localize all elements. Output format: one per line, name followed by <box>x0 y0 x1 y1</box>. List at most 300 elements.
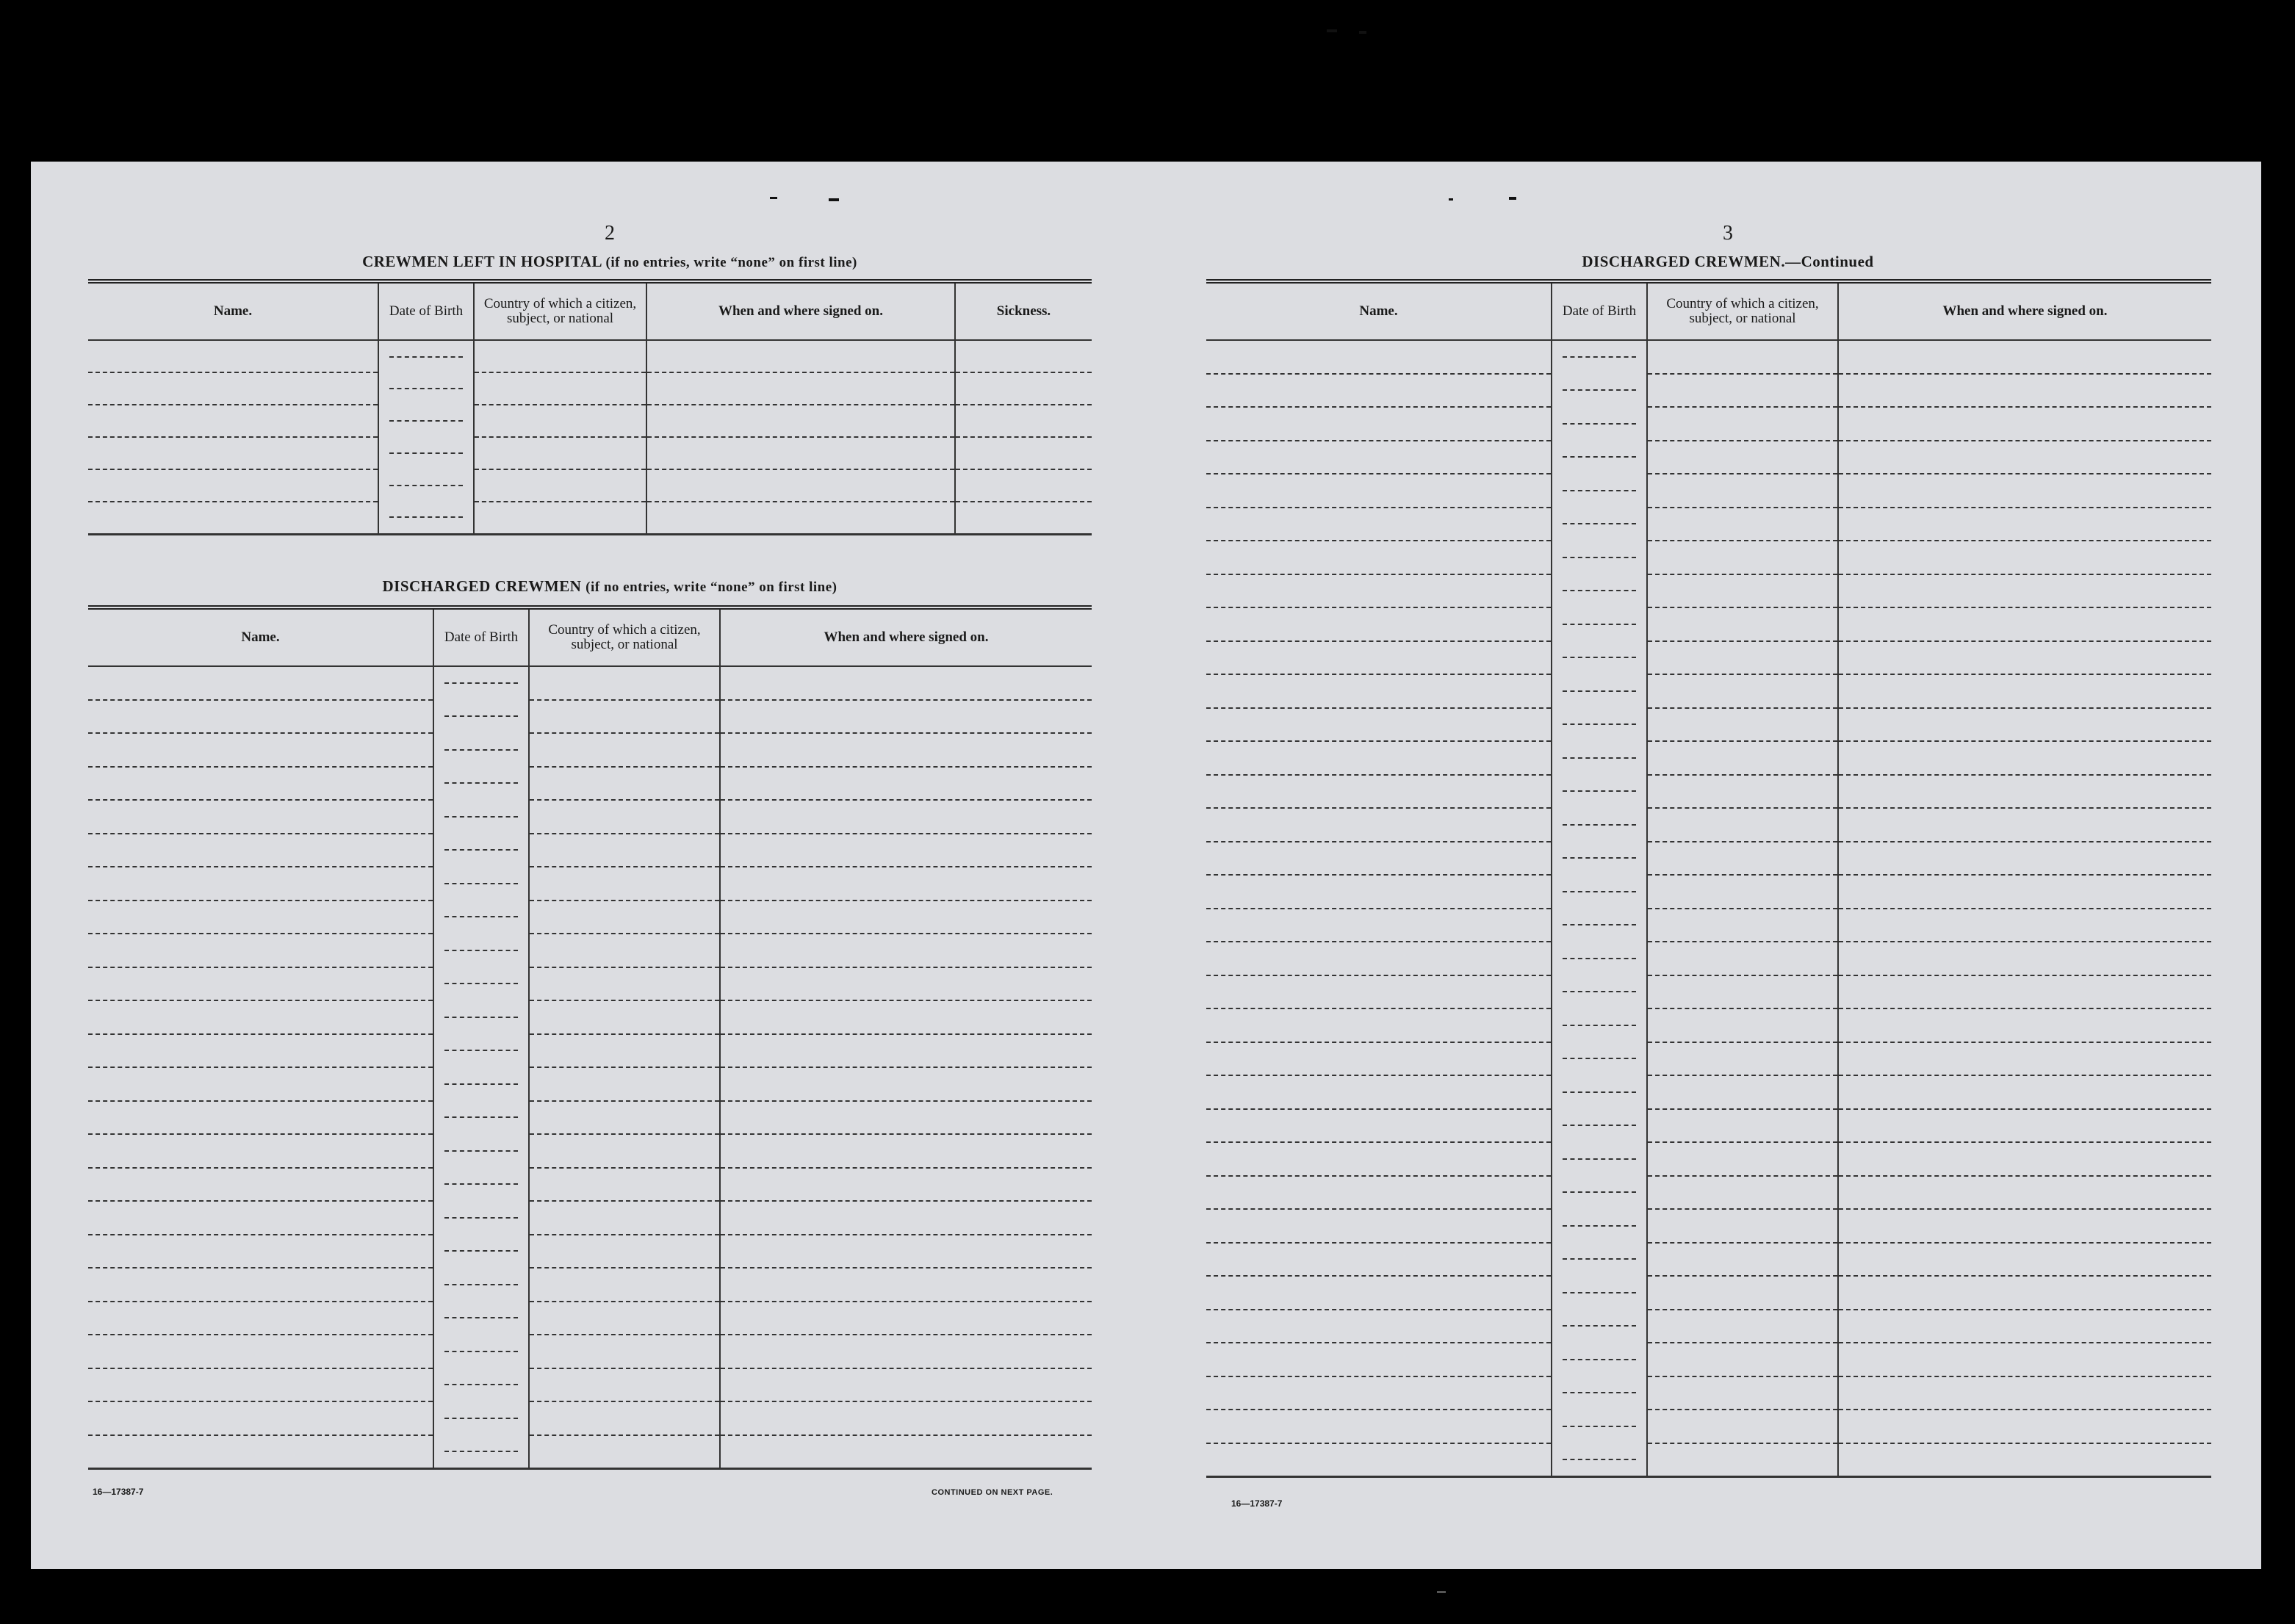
blank-entry-cell <box>1647 942 1838 975</box>
blank-entry-cell <box>529 867 720 901</box>
blank-entry-cell <box>433 1168 529 1202</box>
blank-entry-row <box>88 700 1092 734</box>
dob-entry-line <box>1563 1325 1636 1327</box>
blank-entry-cell <box>433 1268 529 1302</box>
blank-entry-cell <box>1838 607 2211 641</box>
blank-entry-row <box>88 1067 1092 1101</box>
dob-entry-line <box>1563 490 1636 491</box>
blank-entry-row <box>88 666 1092 700</box>
blank-entry-cell <box>88 1368 433 1402</box>
dob-entry-line <box>444 950 518 951</box>
blank-entry-cell <box>1206 1343 1552 1376</box>
blank-entry-cell <box>88 733 433 767</box>
blank-entry-cell <box>88 867 433 901</box>
blank-entry-cell <box>529 1067 720 1101</box>
blank-entry-cell <box>955 437 1092 469</box>
blank-entry-row <box>1206 641 2211 675</box>
blank-entry-cell <box>1647 1310 1838 1343</box>
dob-entry-line <box>444 1384 518 1385</box>
col-name-header: Name. <box>1206 281 1552 340</box>
blank-entry-row <box>1206 441 2211 474</box>
blank-entry-row <box>88 1302 1092 1335</box>
scan-speck <box>829 198 839 201</box>
dob-entry-line <box>1563 924 1636 925</box>
blank-entry-cell <box>433 767 529 801</box>
blank-entry-cell <box>529 1368 720 1402</box>
blank-entry-cell <box>1647 641 1838 675</box>
blank-entry-row <box>1206 1142 2211 1176</box>
dob-entry-line <box>444 1083 518 1085</box>
dob-entry-line <box>389 516 463 518</box>
hospital-instruction: (if no entries, write “none” on first line) <box>605 255 857 270</box>
blank-entry-cell <box>1838 1410 2211 1443</box>
blank-entry-cell <box>433 967 529 1001</box>
blank-entry-cell <box>433 1201 529 1235</box>
blank-entry-cell <box>1647 1243 1838 1277</box>
blank-entry-cell <box>720 1134 1092 1168</box>
blank-entry-cell <box>646 502 955 534</box>
dob-entry-line <box>1563 1359 1636 1360</box>
blank-entry-cell <box>1206 1310 1552 1343</box>
blank-entry-cell <box>1206 674 1552 708</box>
blank-entry-cell <box>529 800 720 834</box>
col-name-header: Name. <box>88 607 433 666</box>
blank-entry-cell <box>646 437 955 469</box>
blank-entry-row <box>1206 1042 2211 1076</box>
blank-entry-cell <box>720 767 1092 801</box>
blank-entry-cell <box>88 1335 433 1368</box>
blank-entry-cell <box>378 469 474 502</box>
blank-entry-cell <box>529 1235 720 1268</box>
scanned-document <box>31 162 2261 1569</box>
blank-entry-cell <box>720 1368 1092 1402</box>
dob-entry-line <box>444 1050 518 1051</box>
hospital-title-text: CREWMEN LEFT IN HOSPITAL <box>362 253 602 270</box>
dob-entry-line <box>1563 1292 1636 1293</box>
blank-entry-cell <box>1647 1410 1838 1443</box>
blank-entry-cell <box>1838 1310 2211 1343</box>
blank-entry-cell <box>529 1268 720 1302</box>
blank-entry-cell <box>529 1302 720 1335</box>
dob-entry-line <box>444 1351 518 1352</box>
blank-entry-cell <box>1647 1075 1838 1109</box>
blank-entry-cell <box>1647 340 1838 374</box>
blank-entry-row <box>88 502 1092 534</box>
blank-entry-cell <box>1647 474 1838 508</box>
blank-entry-row <box>88 1335 1092 1368</box>
blank-entry-cell <box>529 1168 720 1202</box>
blank-entry-cell <box>1647 1042 1838 1076</box>
blank-entry-cell <box>1647 909 1838 942</box>
blank-entry-cell <box>1647 875 1838 909</box>
blank-entry-cell <box>1206 1243 1552 1277</box>
blank-entry-cell <box>1647 775 1838 809</box>
dob-entry-line <box>444 1150 518 1152</box>
col-country-header: Country of which a citizen, subject, or national <box>1647 281 1838 340</box>
blank-entry-cell <box>1552 1443 1647 1477</box>
blank-entry-row <box>1206 374 2211 408</box>
discharged-title-text: DISCHARGED CREWMEN <box>382 577 582 595</box>
blank-entry-cell <box>1838 508 2211 541</box>
scan-speck <box>1359 31 1366 34</box>
blank-entry-cell <box>1552 1243 1647 1277</box>
blank-entry-row <box>88 437 1092 469</box>
blank-entry-row <box>1206 340 2211 374</box>
blank-entry-cell <box>1647 842 1838 876</box>
dob-entry-line <box>1563 1125 1636 1126</box>
blank-entry-cell <box>88 1134 433 1168</box>
blank-entry-cell <box>529 1034 720 1068</box>
blank-entry-cell <box>88 700 433 734</box>
dob-entry-line <box>444 682 518 684</box>
blank-entry-cell <box>1647 708 1838 742</box>
hospital-table <box>88 279 1092 535</box>
blank-entry-row <box>88 1168 1092 1202</box>
blank-entry-cell <box>88 340 378 372</box>
blank-entry-cell <box>720 1401 1092 1435</box>
dob-entry-line <box>444 1451 518 1452</box>
blank-entry-cell <box>1552 541 1647 574</box>
blank-entry-cell <box>955 372 1092 405</box>
blank-entry-cell <box>1647 1343 1838 1376</box>
blank-entry-row <box>1206 541 2211 574</box>
blank-entry-cell <box>1206 1142 1552 1176</box>
blank-entry-cell <box>1552 1209 1647 1243</box>
blank-entry-cell <box>378 405 474 437</box>
blank-entry-cell <box>1206 1276 1552 1310</box>
blank-entry-cell <box>1647 1209 1838 1243</box>
blank-entry-cell <box>1552 607 1647 641</box>
blank-entry-row <box>88 1101 1092 1135</box>
blank-entry-cell <box>1838 942 2211 975</box>
blank-entry-cell <box>1552 441 1647 474</box>
form-code: 16—17387-7 <box>1231 1498 1283 1509</box>
blank-entry-cell <box>1206 775 1552 809</box>
blank-entry-cell <box>529 1134 720 1168</box>
blank-entry-cell <box>433 800 529 834</box>
col-country-header: Country of which a citizen, subject, or national <box>474 281 646 340</box>
scan-speck <box>770 197 777 199</box>
dob-entry-line <box>444 916 518 917</box>
blank-entry-cell <box>1206 1008 1552 1042</box>
blank-entry-cell <box>1206 708 1552 742</box>
blank-entry-row <box>1206 474 2211 508</box>
blank-entry-cell <box>1552 674 1647 708</box>
blank-entry-row <box>88 1435 1092 1469</box>
blank-entry-row <box>1206 842 2211 876</box>
dob-entry-line <box>444 1183 518 1185</box>
blank-entry-cell <box>433 1235 529 1268</box>
blank-entry-cell <box>529 700 720 734</box>
blank-entry-cell <box>88 1101 433 1135</box>
discharged-instruction: (if no entries, write “none” on first line) <box>586 580 837 595</box>
blank-entry-cell <box>433 834 529 867</box>
dob-entry-line <box>1563 657 1636 658</box>
dob-entry-line <box>444 816 518 818</box>
blank-entry-cell <box>1838 1042 2211 1076</box>
blank-entry-cell <box>1552 875 1647 909</box>
dob-entry-line <box>1563 790 1636 792</box>
blank-entry-row <box>88 934 1092 967</box>
blank-entry-cell <box>1838 407 2211 441</box>
dob-entry-line <box>389 485 463 486</box>
blank-entry-cell <box>955 469 1092 502</box>
dob-entry-line <box>1563 723 1636 725</box>
scan-speck <box>1449 198 1453 201</box>
dob-entry-line <box>1563 1058 1636 1059</box>
blank-entry-cell <box>1838 1376 2211 1410</box>
blank-entry-row <box>88 469 1092 502</box>
dob-entry-line <box>444 1217 518 1219</box>
page-3 <box>1206 162 2249 1569</box>
blank-entry-cell <box>433 1000 529 1034</box>
blank-entry-cell <box>474 340 646 372</box>
blank-entry-cell <box>433 867 529 901</box>
blank-entry-row <box>88 1134 1092 1168</box>
blank-entry-cell <box>720 1335 1092 1368</box>
blank-entry-cell <box>529 901 720 934</box>
blank-entry-cell <box>433 733 529 767</box>
blank-entry-cell <box>1647 607 1838 641</box>
blank-entry-cell <box>1838 741 2211 775</box>
blank-entry-row <box>1206 1443 2211 1477</box>
blank-entry-cell <box>955 340 1092 372</box>
blank-entry-cell <box>1206 1176 1552 1210</box>
scan-speck <box>1509 197 1516 200</box>
blank-entry-row <box>1206 808 2211 842</box>
blank-entry-cell <box>1206 374 1552 408</box>
dob-entry-line <box>1563 456 1636 458</box>
blank-entry-cell <box>1206 441 1552 474</box>
dob-entry-line <box>1563 423 1636 425</box>
blank-entry-cell <box>88 767 433 801</box>
blank-entry-cell <box>88 1000 433 1034</box>
blank-entry-row <box>1206 1176 2211 1210</box>
blank-entry-cell <box>433 1101 529 1135</box>
blank-entry-cell <box>474 469 646 502</box>
blank-entry-row <box>88 967 1092 1001</box>
blank-entry-cell <box>1552 975 1647 1009</box>
blank-entry-cell <box>433 666 529 700</box>
blank-entry-cell <box>1206 574 1552 608</box>
blank-entry-cell <box>720 901 1092 934</box>
blank-entry-cell <box>529 1401 720 1435</box>
blank-entry-cell <box>88 1435 433 1469</box>
blank-entry-cell <box>88 437 378 469</box>
blank-entry-cell <box>1206 1443 1552 1477</box>
blank-entry-row <box>1206 1209 2211 1243</box>
blank-entry-row <box>1206 1075 2211 1109</box>
blank-entry-cell <box>955 502 1092 534</box>
blank-entry-cell <box>720 867 1092 901</box>
dob-entry-line <box>444 1250 518 1252</box>
page-2 <box>88 162 1131 1569</box>
blank-entry-cell <box>88 1268 433 1302</box>
blank-entry-cell <box>1647 1176 1838 1210</box>
blank-entry-cell <box>646 340 955 372</box>
blank-entry-row <box>88 767 1092 801</box>
blank-entry-cell <box>1552 842 1647 876</box>
page-number: 3 <box>1723 222 1733 245</box>
blank-entry-cell <box>88 372 378 405</box>
blank-entry-cell <box>1838 541 2211 574</box>
blank-entry-cell <box>1838 641 2211 675</box>
blank-entry-cell <box>1647 741 1838 775</box>
blank-entry-cell <box>433 1302 529 1335</box>
blank-entry-cell <box>720 1435 1092 1469</box>
blank-entry-cell <box>1838 775 2211 809</box>
dob-entry-line <box>1563 624 1636 625</box>
dob-entry-line <box>1563 1459 1636 1460</box>
col-signed-on-header: When and where signed on. <box>646 281 955 340</box>
dob-entry-line <box>1563 523 1636 524</box>
blank-entry-cell <box>1552 1343 1647 1376</box>
blank-entry-cell <box>1552 1376 1647 1410</box>
blank-entry-cell <box>88 800 433 834</box>
blank-entry-cell <box>1552 1042 1647 1076</box>
blank-entry-cell <box>1206 607 1552 641</box>
blank-entry-cell <box>433 1335 529 1368</box>
dob-entry-line <box>1563 389 1636 391</box>
dob-entry-line <box>389 452 463 454</box>
blank-entry-cell <box>720 733 1092 767</box>
blank-entry-cell <box>88 405 378 437</box>
blank-entry-row <box>88 901 1092 934</box>
scan-speck <box>1327 29 1337 32</box>
blank-entry-row <box>1206 607 2211 641</box>
col-dob-header: Date of Birth <box>378 281 474 340</box>
discharged-continued-title: DISCHARGED CREWMEN.—Continued <box>1582 253 1874 270</box>
dob-entry-line <box>444 715 518 717</box>
blank-entry-row <box>88 1000 1092 1034</box>
blank-entry-cell <box>1647 574 1838 608</box>
dob-entry-line <box>1563 1025 1636 1026</box>
blank-entry-row <box>1206 407 2211 441</box>
blank-entry-cell <box>88 666 433 700</box>
blank-entry-row <box>1206 942 2211 975</box>
dob-entry-line <box>444 849 518 851</box>
blank-entry-cell <box>433 934 529 967</box>
dob-entry-line <box>1563 590 1636 591</box>
blank-entry-cell <box>720 1101 1092 1135</box>
blank-entry-cell <box>1206 508 1552 541</box>
blank-entry-row <box>88 1034 1092 1068</box>
blank-entry-row <box>88 867 1092 901</box>
blank-entry-cell <box>433 700 529 734</box>
blank-entry-cell <box>720 1034 1092 1068</box>
blank-entry-cell <box>1838 1109 2211 1143</box>
blank-entry-row <box>1206 1343 2211 1376</box>
col-name-header: Name. <box>88 281 378 340</box>
blank-entry-cell <box>433 1134 529 1168</box>
blank-entry-cell <box>378 502 474 534</box>
discharged-table <box>88 605 1092 1470</box>
blank-entry-row <box>88 372 1092 405</box>
dob-entry-line <box>389 388 463 389</box>
blank-entry-cell <box>720 666 1092 700</box>
blank-entry-cell <box>1838 975 2211 1009</box>
blank-entry-cell <box>1838 574 2211 608</box>
dob-entry-line <box>389 420 463 422</box>
blank-entry-cell <box>1838 1142 2211 1176</box>
blank-entry-cell <box>1552 474 1647 508</box>
blank-entry-row <box>88 1201 1092 1235</box>
blank-entry-cell <box>88 901 433 934</box>
blank-entry-cell <box>1206 407 1552 441</box>
blank-entry-cell <box>1838 1008 2211 1042</box>
col-country-header: Country of which a citizen, subject, or national <box>529 607 720 666</box>
blank-entry-cell <box>529 733 720 767</box>
blank-entry-cell <box>720 834 1092 867</box>
blank-entry-cell <box>1206 1109 1552 1143</box>
blank-entry-row <box>88 1368 1092 1402</box>
discharged-section-title <box>88 577 1131 596</box>
blank-entry-cell <box>433 1435 529 1469</box>
blank-entry-cell <box>1552 508 1647 541</box>
blank-entry-cell <box>529 934 720 967</box>
blank-entry-cell <box>1206 1376 1552 1410</box>
col-dob-header: Date of Birth <box>1552 281 1647 340</box>
blank-entry-cell <box>88 1302 433 1335</box>
dob-entry-line <box>1563 1426 1636 1427</box>
page-number: 2 <box>605 222 615 245</box>
col-signed-on-header: When and where signed on. <box>720 607 1092 666</box>
blank-entry-cell <box>529 767 720 801</box>
blank-entry-cell <box>1838 1443 2211 1477</box>
blank-entry-cell <box>955 405 1092 437</box>
blank-entry-cell <box>1552 1310 1647 1343</box>
dob-entry-line <box>389 356 463 358</box>
blank-entry-cell <box>529 1000 720 1034</box>
blank-entry-cell <box>1647 407 1838 441</box>
dob-entry-line <box>444 883 518 884</box>
blank-entry-cell <box>646 405 955 437</box>
dob-entry-line <box>1563 757 1636 759</box>
blank-entry-cell <box>1206 474 1552 508</box>
blank-entry-cell <box>88 502 378 534</box>
blank-entry-cell <box>720 1000 1092 1034</box>
blank-entry-cell <box>1552 942 1647 975</box>
dob-entry-line <box>1563 1258 1636 1260</box>
blank-entry-cell <box>88 834 433 867</box>
blank-entry-cell <box>1647 1276 1838 1310</box>
blank-entry-cell <box>1552 1142 1647 1176</box>
blank-entry-cell <box>433 1368 529 1402</box>
blank-entry-cell <box>1552 808 1647 842</box>
blank-entry-cell <box>88 1168 433 1202</box>
dob-entry-line <box>1563 958 1636 959</box>
blank-entry-cell <box>720 1067 1092 1101</box>
blank-entry-cell <box>88 1401 433 1435</box>
blank-entry-cell <box>529 967 720 1001</box>
blank-entry-row <box>1206 1109 2211 1143</box>
blank-entry-cell <box>474 405 646 437</box>
blank-entry-cell <box>1206 1075 1552 1109</box>
hospital-section-title <box>88 253 1131 271</box>
blank-entry-cell <box>1647 1109 1838 1143</box>
dob-entry-line <box>1563 824 1636 826</box>
blank-entry-cell <box>1206 975 1552 1009</box>
blank-entry-row <box>1206 909 2211 942</box>
blank-entry-cell <box>1206 842 1552 876</box>
dob-entry-line <box>444 983 518 984</box>
blank-entry-row <box>1206 674 2211 708</box>
blank-entry-cell <box>88 934 433 967</box>
blank-entry-row <box>88 834 1092 867</box>
blank-entry-row <box>88 1401 1092 1435</box>
blank-entry-cell <box>1838 374 2211 408</box>
blank-entry-cell <box>1552 1075 1647 1109</box>
